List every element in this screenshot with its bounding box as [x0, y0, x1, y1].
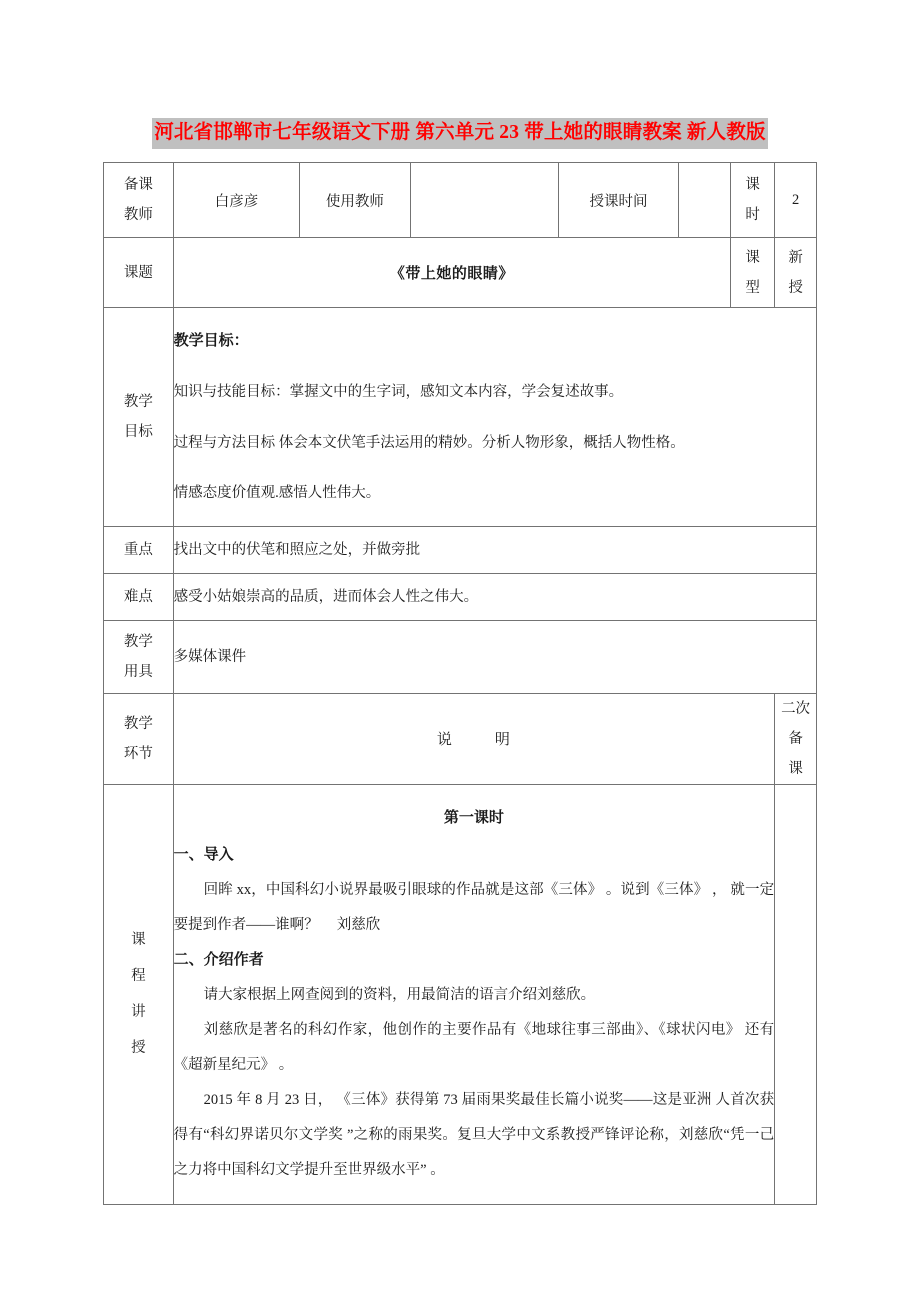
- cell-tools-value: 多媒体课件: [173, 620, 816, 693]
- table-row-teaching-tools: [104, 620, 817, 693]
- cell-explanation-header: [173, 693, 774, 784]
- second-prep-line2: 课: [788, 760, 803, 777]
- cell-section-label: [104, 693, 174, 784]
- table-row-section-header: [104, 693, 817, 784]
- cell-topic-value: 《带上她的眼睛》: [173, 238, 730, 308]
- cell-key-point-label: 重点: [104, 526, 174, 573]
- lesson-type-value-line2: 授: [788, 279, 803, 296]
- cell-using-teacher-label: 使用教师: [300, 163, 410, 238]
- table-row-teaching-goals: [104, 308, 817, 527]
- table-row-lesson-content: [104, 784, 817, 1204]
- second-prep-line1: 二次备: [781, 700, 811, 747]
- section-two-heading: 二、介绍作者: [173, 951, 264, 968]
- explanation-char-a: 说: [436, 732, 453, 748]
- lesson-label-char-2: 程: [131, 968, 146, 984]
- lesson-type-label-line2: 型: [745, 279, 760, 296]
- cell-second-prep-header: [775, 693, 817, 784]
- explanation-char-b: 明: [494, 732, 511, 748]
- tools-label-line1: 教学: [123, 633, 153, 650]
- cell-prep-teacher-name: 白彦彦: [173, 163, 300, 238]
- period-title: 第一课时: [443, 809, 504, 826]
- goal-line-knowledge: 知识与技能目标：掌握文中的生字词，感知文本内容，学会复述故事。: [173, 384, 624, 400]
- periods-label-line2: 时: [745, 207, 760, 223]
- cell-class-time-value: [678, 163, 730, 238]
- cell-lesson-type-label: [731, 238, 775, 308]
- goals-label-line1: 教学: [123, 393, 153, 410]
- lesson-label-char-3: 讲: [131, 1004, 146, 1020]
- cell-periods-value: 2: [775, 163, 817, 238]
- cell-using-teacher-value: [410, 163, 559, 238]
- cell-class-time-label: 授课时间: [559, 163, 679, 238]
- section-label-line2: 环节: [123, 745, 153, 762]
- document-title-container: [0, 118, 920, 149]
- section-one-paragraph: 回眸 xx，中国科幻小说界最吸引眼球的作品就是这部《三体》 。说到《三体》 ， 就一定要提到作者——谁啊？ 刘慈欣: [173, 881, 775, 933]
- goal-line-process: 过程与方法目标 体会本文伏笔手法运用的精妙。分析人物形象，概括人物性格。: [173, 434, 685, 451]
- cell-periods-label: [731, 163, 775, 238]
- cell-topic-label: 课题: [104, 238, 174, 308]
- page-title: 河北省邯郸市七年级语文下册 第六单元 23 带上她的眼睛教案 新人教版: [152, 118, 768, 149]
- cell-prep-teacher-label: [104, 163, 174, 238]
- cell-key-point-value: 找出文中的伏笔和照应之处，并做旁批: [173, 526, 816, 573]
- lesson-label-char-1: 课: [131, 932, 146, 948]
- section-one-heading: 一、导入: [173, 846, 234, 863]
- section-two-paragraph-1: 请大家根据上网查阅到的资料，用最简洁的语言介绍刘慈欣。: [203, 986, 596, 1003]
- cell-lesson-type-value: [775, 238, 817, 308]
- goals-label-line2: 目标: [123, 423, 153, 440]
- cell-goals-body: [173, 308, 816, 527]
- cell-goals-label: [104, 308, 174, 527]
- cell-lesson-content-body: [173, 784, 774, 1204]
- lesson-type-label-line1: 课: [745, 249, 760, 266]
- lesson-type-value-line1: 新: [788, 249, 803, 266]
- table-row-difficult-point: [104, 573, 817, 620]
- section-label-line1: 教学: [123, 715, 153, 732]
- cell-lesson-teaching-label: [104, 784, 174, 1204]
- table-row-prep-teacher: [104, 163, 817, 238]
- tools-label-line2: 用具: [123, 663, 153, 680]
- section-two-paragraph-3: 2015 年 8 月 23 日， 《三体》获得第 73 届雨果奖最佳长篇小说奖——这是亚洲 人首次获得有“科幻界诺贝尔文学奖 ”之称的雨果奖。复旦大学中文系教授严锋评论称，刘慈欣“凭一己之力将中国科幻文学提升至世界级水平” 。: [173, 1091, 775, 1178]
- lesson-label-char-4: 授: [131, 1040, 146, 1056]
- goals-heading: 教学目标：: [173, 333, 249, 349]
- cell-difficult-point-label: 难点: [104, 573, 174, 620]
- section-two-paragraph-2: 刘慈欣是著名的科幻作家，他创作的主要作品有《地球往事三部曲》、《球状闪电》 还有《超新星纪元》 。: [173, 1021, 775, 1073]
- prep-teacher-label-line2: 教师: [123, 207, 153, 223]
- goal-line-emotion: 情感态度价值观.感悟人性伟大。: [173, 485, 381, 501]
- cell-difficult-point-value: 感受小姑娘崇高的品质，进而体会人性之伟大。: [173, 573, 816, 620]
- periods-label-line1: 课: [745, 177, 760, 193]
- table-row-key-point: [104, 526, 817, 573]
- cell-tools-label: [104, 620, 174, 693]
- prep-teacher-label-line1: 备课: [123, 177, 153, 193]
- cell-second-prep-content: [775, 784, 817, 1204]
- table-row-topic: [104, 238, 817, 308]
- lesson-plan-table: [103, 162, 817, 1205]
